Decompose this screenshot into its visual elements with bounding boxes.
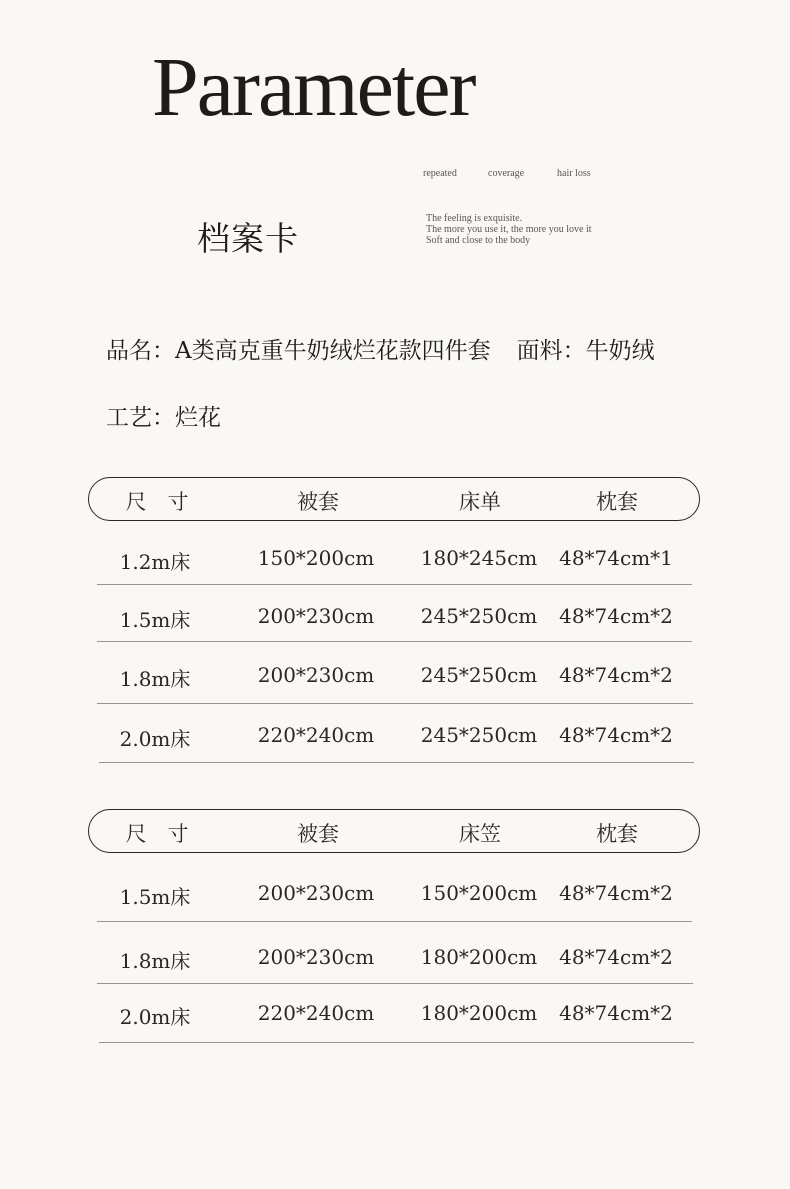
size-cell: 1.5m床 xyxy=(119,608,191,632)
tagline-line: The feeling is exquisite. xyxy=(426,213,523,224)
pillow-cell: 48*74cm*2 xyxy=(559,881,673,905)
duvet-cell: 150*200cm xyxy=(257,546,375,570)
craft: 工艺：烂花 xyxy=(106,405,221,431)
row-divider xyxy=(97,584,692,585)
product-name: 品名：A类高克重牛奶绒烂花款四件套 xyxy=(106,338,491,364)
pillow-cell: 48*74cm*1 xyxy=(559,546,673,570)
pillow-cell: 48*74cm*2 xyxy=(559,723,673,747)
tag-coverage: coverage xyxy=(488,168,525,179)
fitted-sheet-cell: 150*200cm xyxy=(420,881,538,905)
sheet-cell: 245*250cm xyxy=(420,723,538,747)
size-cell: 1.5m床 xyxy=(119,885,191,909)
row-divider xyxy=(97,983,693,984)
duvet-cell: 200*230cm xyxy=(257,604,375,628)
fitted-sheet-cell: 180*200cm xyxy=(420,945,538,969)
header-pillowcase: 枕套 xyxy=(596,822,638,846)
tagline-line: Soft and close to the body xyxy=(426,235,531,246)
header-duvet-cover: 被套 xyxy=(297,822,339,846)
row-divider xyxy=(97,641,692,642)
header-fitted-sheet: 床笠 xyxy=(459,822,501,846)
duvet-cell: 200*230cm xyxy=(257,945,375,969)
size-cell: 2.0m床 xyxy=(119,1005,191,1029)
pillow-cell: 48*74cm*2 xyxy=(559,1001,673,1025)
size-cell: 2.0m床 xyxy=(119,727,191,751)
header-bed-sheet: 床单 xyxy=(459,490,501,514)
pillow-cell: 48*74cm*2 xyxy=(559,663,673,687)
tag-repeated: repeated xyxy=(423,168,457,179)
tagline-line: The more you use it, the more you love it xyxy=(426,224,592,235)
header-pillowcase: 枕套 xyxy=(596,490,638,514)
sheet-cell: 180*245cm xyxy=(420,546,538,570)
header-size: 尺 寸 xyxy=(125,822,189,846)
table1-header xyxy=(88,477,700,521)
size-cell: 1.8m床 xyxy=(119,949,191,973)
row-divider xyxy=(97,921,692,922)
sheet-cell: 245*250cm xyxy=(420,663,538,687)
fabric: 面料：牛奶绒 xyxy=(516,338,655,364)
duvet-cell: 200*230cm xyxy=(257,663,375,687)
product-info-line xyxy=(106,332,655,365)
pillow-cell: 48*74cm*2 xyxy=(559,604,673,628)
row-divider xyxy=(97,703,693,704)
table2-header xyxy=(88,809,700,853)
pillow-cell: 48*74cm*2 xyxy=(559,945,673,969)
page-title: Parameter xyxy=(152,41,475,134)
row-divider xyxy=(99,762,694,763)
sheet-cell: 245*250cm xyxy=(420,604,538,628)
duvet-cell: 220*240cm xyxy=(257,723,375,747)
fitted-sheet-cell: 180*200cm xyxy=(420,1001,538,1025)
duvet-cell: 220*240cm xyxy=(257,1001,375,1025)
tag-hair-loss: hair loss xyxy=(557,168,591,179)
size-cell: 1.2m床 xyxy=(119,550,191,574)
header-size: 尺 寸 xyxy=(125,490,189,514)
subtitle: 档案卡 xyxy=(197,219,299,258)
duvet-cell: 200*230cm xyxy=(257,881,375,905)
header-duvet-cover: 被套 xyxy=(297,490,339,514)
tagline xyxy=(426,213,592,246)
row-divider xyxy=(99,1042,694,1043)
size-cell: 1.8m床 xyxy=(119,667,191,691)
